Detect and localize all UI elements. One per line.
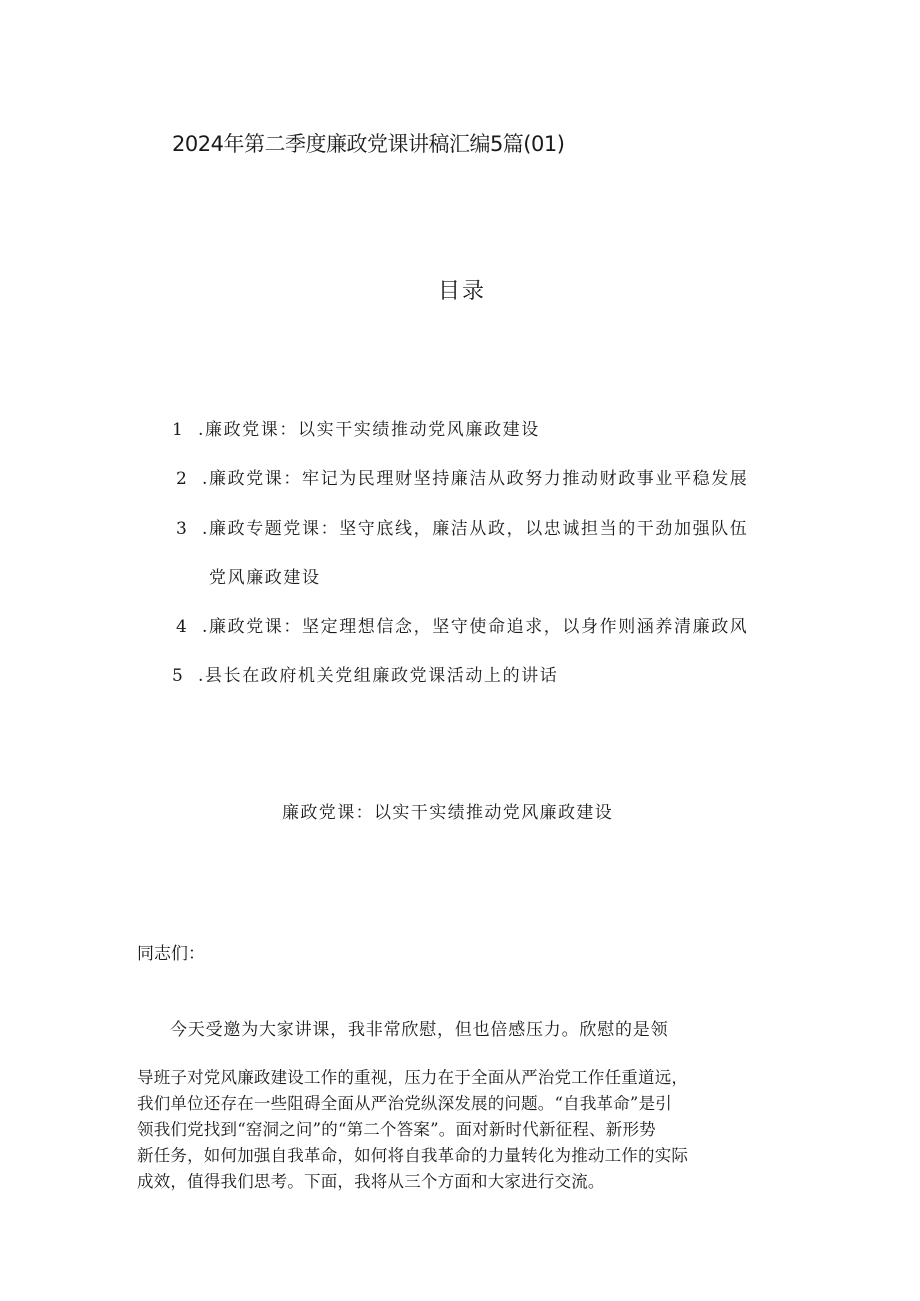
salutation: 同志们： <box>137 944 205 964</box>
paragraph-line: 新任务，如何加强自我革命，如何将自我革命的力量转化为推动工作的实际 <box>137 1146 689 1165</box>
paragraph-line: 领我们党找到“窑洞之问”的“第二个答案”。面对新时代新征程、新形势 <box>137 1120 656 1139</box>
toc-item-number: 3 <box>176 519 189 539</box>
document-title: 2024年第二季度廉政党课讲稿汇编5篇(01) <box>172 132 565 156</box>
toc-item-text: .廉政党课：坚定理想信念，坚守使命追求，以身作则涵养清廉政风 <box>202 617 749 637</box>
toc-item-number: 1 <box>172 420 185 440</box>
toc-item <box>176 464 748 489</box>
toc-item-text: .廉政专题党课：坚守底线，廉洁从政，以忠诚担当的干劲加强队伍 <box>202 519 749 539</box>
toc-item-number: 2 <box>176 469 189 489</box>
toc-item <box>172 661 558 686</box>
toc-item-number: 5 <box>172 666 185 686</box>
toc-item <box>176 612 748 637</box>
toc-item-text: .廉政党课：牢记为民理财坚持廉洁从政努力推动财政事业平稳发展 <box>202 469 749 489</box>
paragraph-first-line: 今天受邀为大家讲课，我非常欣慰，但也倍感压力。欣慰的是领 <box>170 1020 669 1040</box>
toc-item-text: .县长在政府机关党组廉政党课活动上的讲话 <box>198 666 559 686</box>
toc-item <box>176 514 748 539</box>
paragraph-line: 导班子对党风廉政建设工作的重视，压力在于全面从严治党工作任重道远， <box>137 1068 689 1087</box>
toc-heading: 目录 <box>438 279 487 304</box>
toc-item-text: .廉政党课：以实干实绩推动党风廉政建设 <box>198 420 540 440</box>
paragraph-line: 成效，值得我们思考。下面，我将从三个方面和大家进行交流。 <box>137 1172 605 1191</box>
toc-item-continuation: 党风廉政建设 <box>209 568 321 588</box>
toc-item <box>172 415 540 440</box>
section-title: 廉政党课：以实干实绩推动党风廉政建设 <box>282 803 614 823</box>
toc-item-number: 4 <box>176 617 189 637</box>
paragraph-line: 我们单位还存在一些阻碍全面从严治党纵深发展的问题。“自我革命”是引 <box>137 1094 672 1113</box>
paragraph-body <box>137 1065 797 1195</box>
